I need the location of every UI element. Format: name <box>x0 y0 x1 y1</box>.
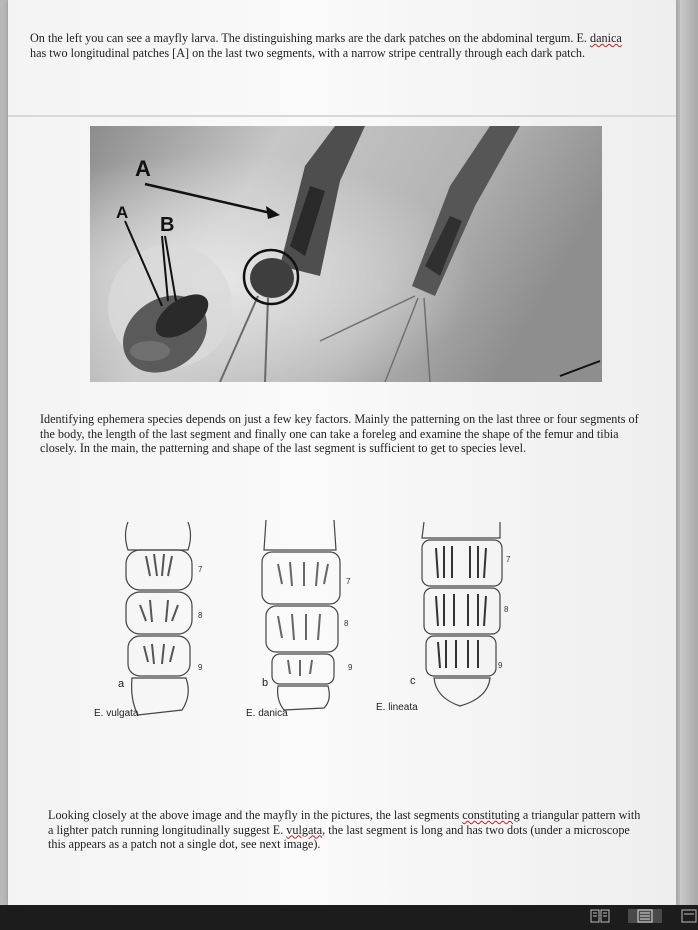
page-break <box>8 115 676 117</box>
abdomen-vulgata <box>126 522 193 715</box>
paragraph1-text-b: has two longitudinal patches [A] on the last two segments, with a narrow stripe centrally through each dark patch. <box>30 45 586 60</box>
spelling-flag-danica[interactable]: danica <box>590 31 622 45</box>
lineata-label: E. lineata <box>376 702 418 713</box>
vulgata-label: E. vulgata <box>94 708 139 719</box>
paragraph-mayfly-larva[interactable] <box>30 31 630 60</box>
danica-seg-7: 7 <box>346 577 351 586</box>
photo-label-b: B <box>160 214 175 236</box>
paragraph3-text-b: a triangular pattern with a lighter patch running longitudinally suggest E. <box>48 808 641 837</box>
document-page <box>8 0 676 905</box>
photo-label-a-left: A <box>116 203 129 222</box>
lineata-seg-7: 7 <box>506 555 511 564</box>
lineata-seg-8: 8 <box>504 605 509 614</box>
danica-seg-8: 8 <box>344 619 349 628</box>
vulgata-seg-9: 9 <box>198 663 203 672</box>
danica-letter: b <box>262 677 269 689</box>
spelling-flag-vulgata[interactable]: vulgata <box>286 822 323 837</box>
paragraph3-text-c: , the last segment is long and has two dots (under a microscope this appears as a patch not a single dot, see next image). <box>48 822 630 851</box>
mayfly-larva-photo[interactable] <box>90 126 602 382</box>
paragraph-identification[interactable]: Identifying ephemera species depends on just a few key factors. Mainly the patterning on the last three or four segments of the body, the length of the last segment and finally one can take a foreleg and examine the shape of the femur and tibia closely. In the main, the patterning and shape of the last segment is sufficient to get to species level. <box>40 412 639 455</box>
read-mode-icon[interactable] <box>590 909 610 923</box>
vertical-scrollbar[interactable] <box>680 0 698 905</box>
paragraph-conclusion[interactable] <box>48 808 648 852</box>
danica-label: E. danica <box>246 708 288 719</box>
spelling-flag-constituting[interactable]: constituting <box>462 808 520 822</box>
lineata-letter: c <box>410 675 416 687</box>
paragraph1-text-a: On the left you can see a mayfly larva. The distinguishing marks are the dark patches on the abdominal tergum. E. <box>30 31 591 45</box>
lineata-seg-9: 9 <box>498 661 503 670</box>
print-layout-icon[interactable] <box>628 909 662 923</box>
species-abdomen-diagram[interactable] <box>88 510 548 725</box>
abdomen-danica <box>262 520 340 710</box>
paragraph3-text-a: Looking closely at the above image and the mayfly in the pictures, the last segments <box>48 808 463 822</box>
status-bar <box>0 905 698 930</box>
danica-seg-9: 9 <box>348 663 353 672</box>
photo-canvas <box>90 126 602 382</box>
vulgata-seg-7: 7 <box>198 565 203 574</box>
web-layout-icon[interactable] <box>680 909 698 923</box>
abdomen-lineata <box>422 522 502 706</box>
diagram-canvas <box>88 510 548 725</box>
vulgata-seg-8: 8 <box>198 611 203 620</box>
photo-label-a-top: A <box>135 156 151 181</box>
vulgata-letter: a <box>118 678 125 690</box>
